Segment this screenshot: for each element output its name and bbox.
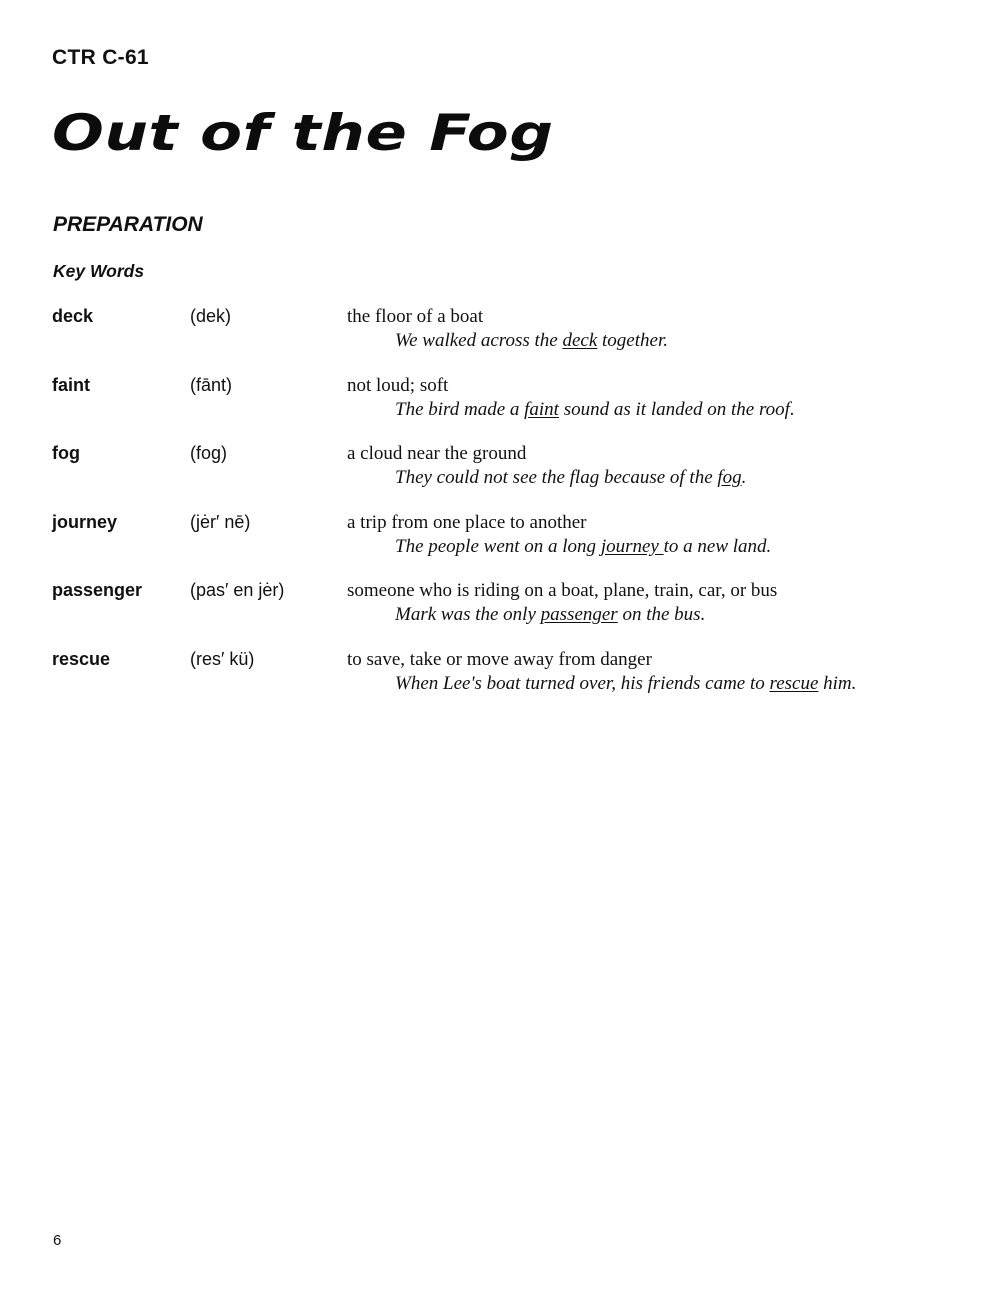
key-word-entry [52, 512, 952, 581]
page-title: Out of the Fog [52, 104, 554, 162]
definition: a trip from one place to another [347, 511, 587, 533]
definition: the floor of a boat [347, 306, 484, 327]
key-word: passenger [52, 580, 143, 600]
pronunciation: (fānt) [190, 374, 233, 395]
key-word-entry [52, 375, 952, 444]
example-key-word: rescue [769, 672, 819, 694]
key-word-entry [52, 306, 952, 375]
example-sentence [395, 329, 865, 352]
example-key-word: fog [717, 467, 742, 488]
example-text: to a new land. [663, 535, 772, 557]
key-word: journey [52, 511, 118, 532]
example-text: They could not see the flag because of the [395, 467, 718, 488]
example-sentence [395, 535, 865, 558]
key-word-entry [52, 443, 952, 512]
example-key-word: faint [524, 398, 559, 420]
key-word: faint [52, 374, 90, 395]
pronunciation: (pas′ en jėr) [190, 580, 285, 600]
example-text: When Lee's boat turned over, his friends came to [395, 672, 770, 694]
pronunciation: (res′ kü) [190, 648, 255, 669]
example-text: The bird made a [395, 398, 525, 420]
definition: to save, take or move away from danger [347, 648, 652, 670]
example-text: The people went on a long [395, 535, 601, 557]
document-code: CTR C-61 [52, 46, 149, 69]
example-sentence [395, 466, 865, 489]
definition: a cloud near the ground [347, 443, 527, 464]
example-sentence [395, 603, 865, 626]
definition: not loud; soft [347, 374, 449, 396]
example-text: We walked across the [395, 330, 563, 351]
key-word: deck [52, 306, 94, 326]
key-word: fog [52, 443, 80, 463]
example-text: . [741, 467, 747, 488]
subsection-heading: Key Words [53, 261, 145, 281]
example-sentence [395, 672, 865, 695]
example-key-word: journey [600, 535, 664, 557]
pronunciation: (dek) [190, 306, 232, 326]
page-number: 6 [53, 1232, 62, 1249]
key-word: rescue [52, 648, 111, 669]
example-key-word: deck [562, 330, 598, 351]
key-word-entry [52, 649, 952, 718]
example-text: Mark was the only [395, 604, 541, 625]
pronunciation: (fog) [190, 443, 228, 463]
key-words-list [52, 306, 952, 717]
example-sentence [395, 398, 865, 421]
example-text: sound as it landed on the roof. [558, 398, 795, 420]
key-word-entry [52, 580, 952, 649]
definition: someone who is riding on a boat, plane, train, car, or bus [347, 580, 778, 601]
example-text: him. [818, 672, 857, 694]
pronunciation: (jėr′ nē) [190, 511, 251, 532]
example-key-word: passenger [540, 604, 618, 625]
section-heading: PREPARATION [53, 213, 203, 236]
example-text: on the bus. [617, 604, 706, 625]
example-text: together. [597, 330, 668, 351]
